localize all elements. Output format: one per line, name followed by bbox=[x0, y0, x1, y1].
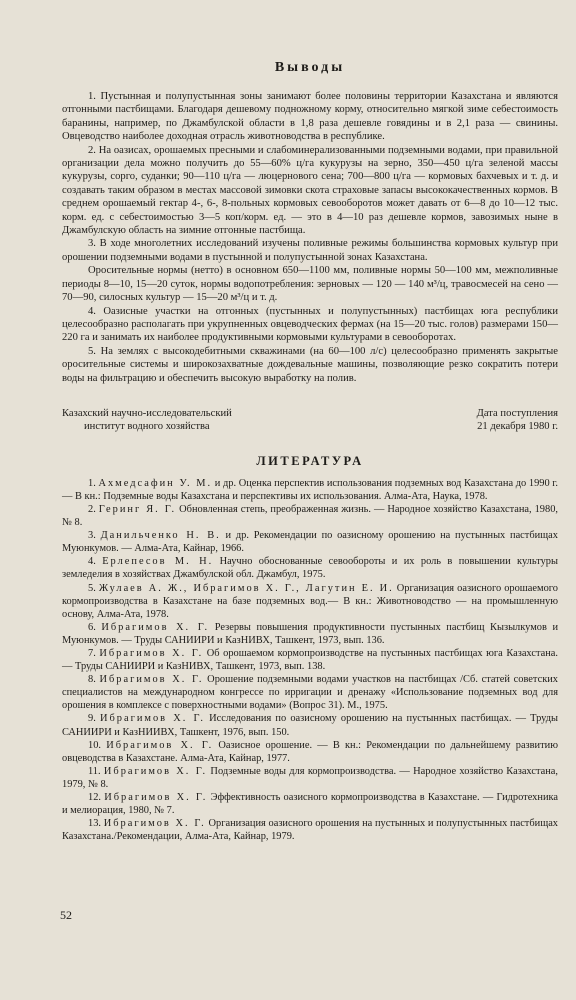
conclusion-paragraph: 4. Оазисные участки на отгонных (пустынных и полупустынных) пастбищах юга республики целесообразно располагать при укрупненных овцеводческих фермах (на 15—20 тыс. голов) размерами 150—220 га и занимать их наиболее продуктивными кормовыми культурами в севооборотах. bbox=[62, 305, 558, 344]
reference-text: Резервы повышения продуктивности пустынных пастбищ Кызылкумов и Муюнкумов. — Труды САНИИРИ и КазНИВХ, Ташкент, 1973, вып. 136. bbox=[62, 621, 558, 646]
reference-item bbox=[62, 817, 558, 843]
conclusions-heading: Выводы bbox=[274, 60, 346, 75]
reference-number: 5. bbox=[88, 582, 96, 594]
reference-author: Ибрагимов Х. Г. bbox=[99, 647, 204, 659]
reference-text: Оазисное орошение. — В кн.: Рекомендации по дальнейшему развитию овцеводства в Казахстане. Алма-Ата, Кайнар, 1977. bbox=[62, 739, 558, 764]
page-number: 52 bbox=[60, 908, 72, 922]
institute-name-line: Казахский научно-исследовательский bbox=[62, 407, 232, 419]
reference-author: Ибрагимов Х. Г. bbox=[106, 739, 214, 751]
reference-author: Ибрагимов Х. Г. bbox=[99, 674, 204, 686]
reference-number: 11. bbox=[88, 765, 101, 777]
reference-item bbox=[62, 477, 558, 503]
conclusion-paragraph: 3. В ходе многолетних исследований изучены поливные режимы большинства кормовых культур при орошении подземными водами в пустынной и полупустынной зонах Казахстана. bbox=[62, 238, 558, 263]
reference-author: Геринг Я. Г. bbox=[98, 503, 177, 515]
reference-number: 7. bbox=[88, 647, 96, 659]
reference-text: Подземные воды для кормопроизводства. — Народное хозяйство Казахстана, 1979, № 8. bbox=[62, 765, 558, 790]
reference-author: Ерлепесов М. Н. bbox=[102, 556, 214, 568]
reference-text: Эффективность оазисного кормопроизводства в Казахстане. — Гидротехника и мелиорация, 1980, № 7. bbox=[62, 792, 559, 817]
reference-item bbox=[62, 673, 558, 712]
reference-item bbox=[62, 503, 558, 529]
conclusion-paragraph: 5. На землях с высокодебитными скважинами (на 60—100 л/с) целесообразно применять закрытые оросительные системы и широкозахватные дождевальные машины, позволяющие резко сократить потери воды на фильтрацию и обеспечить высокую выработку на полив. bbox=[62, 345, 558, 384]
reference-item bbox=[62, 582, 558, 621]
reference-author: Жулаев А. Ж., Ибрагимов Х. Г., Лагутин Е. И. bbox=[98, 582, 394, 594]
reference-number: 8. bbox=[88, 674, 96, 686]
conclusion-paragraph: 1. Пустынная и полупустынная зоны занимают более половины территории Казахстана и являются отгонными пастбищами. Благодаря дешевому подножному корму, относительно мягкой зиме себестоимость баранины, например, по Джамбулской области в 1,8 раза дешевле говядины и в 2,1 раза — свинины. Овцеводство наиболее доходная отрасль животноводства в республике. bbox=[62, 91, 558, 143]
institute-block bbox=[62, 407, 558, 434]
reference-item bbox=[62, 739, 558, 765]
reference-item bbox=[62, 712, 558, 738]
reference-item bbox=[62, 555, 558, 581]
reference-text: и др. Оценка перспектив использования подземных вод Казахстана до 1990 г. — В кн.: Подземные воды Казахстана и перспективы их использования. Алма-Ата, Наука, 1978. bbox=[62, 477, 558, 502]
reference-text: Орошение подземными водами участков на пастбищах /Сб. статей советских специалистов на международном конгрессе по ирригации и дренажу «Использование подземных вод для орошения в комплексе с поверхностными водами» (Вопрос 31). М., 1975. bbox=[62, 674, 558, 712]
received-date bbox=[370, 407, 558, 434]
conclusions-body bbox=[62, 90, 558, 385]
reference-text: Научно обоснованные севообороты и их роль в повышении культуры земледелия в хозяйствах Джамбулской обл. Джамбул, 1975. bbox=[62, 556, 558, 581]
reference-text: Организация оазисного орошаемого кормопроизводства в Казахстане на базе подземных вод.— В кн.: Животноводство — на промышленную основу, Алма-Ата, 1978. bbox=[62, 582, 558, 620]
conclusion-paragraph: 2. На оазисах, орошаемых пресными и слабоминерализованными подземными водами, при правильной организации дела можно получить до 55—60% ц/га кукурузы на зерно, 350—450 ц/га зеленой массы кукурузы, сорго, суданки; 90—110 ц/га — люцернового сена; 700—800 ц/га — кормовых бахчевых и т. д. и создавать таким образом в местах массовой зимовки скота страховые запасы высококачественных кормов. В среднем орошаемый гектар 4-, 6-, 8-польных кормовых севооборотов может давать от 6—8 до 10—12 тыс. корм. ед. с себестоимостью 3—5 коп/корм. ед. — это в 4—10 раз дешевле кормов, завозимых ныне в Джамбулскую область на зимние отгонные пастбища. bbox=[62, 144, 558, 237]
reference-author: Ибрагимов Х. Г. bbox=[104, 792, 208, 803]
reference-number: 3. bbox=[88, 530, 96, 542]
reference-author: Ахмедсафин У. М. bbox=[98, 477, 213, 489]
reference-number: 2. bbox=[88, 503, 96, 515]
conclusion-paragraph: Оросительные нормы (нетто) в основном 650—1100 мм, поливные нормы 50—100 мм, межполивные периоды 8—10, 15—20 суток, нормы водопотребления: зерновых — 120 — 140 м³/ц, травосмесей на сено — 70—90, силосных культур — 15—20 м³/ц и т. д. bbox=[62, 265, 558, 304]
reference-author: Ибрагимов Х. Г. bbox=[99, 713, 205, 725]
reference-number: 12. bbox=[88, 792, 101, 803]
reference-number: 4. bbox=[88, 556, 96, 568]
reference-number: 10. bbox=[88, 739, 101, 751]
reference-number: 9. bbox=[88, 713, 96, 725]
received-date-value: 21 декабря 1980 г. bbox=[477, 421, 558, 433]
institute-name bbox=[62, 407, 360, 434]
reference-author: Данильченко Н. В. bbox=[100, 530, 221, 542]
reference-number: 6. bbox=[88, 621, 96, 633]
received-date-label: Дата поступления bbox=[476, 407, 558, 419]
literature-heading: ЛИТЕРАТУРА bbox=[256, 453, 364, 468]
reference-item bbox=[62, 791, 558, 817]
reference-text: Об орошаемом кормопроизводстве на пустынных пастбищах юга Казахстана. — Труды САНИИРИ и КазНИВХ, Ташкент, 1973, вып. 138. bbox=[62, 647, 558, 673]
reference-text: Обновленная степь, преображенная жизнь. — Народное хозяйство Казахстана, 1980, № 8. bbox=[62, 503, 558, 529]
reference-text: Организация оазисного орошения на пустынных и полупустынных пастбищах Казахстана./Рекомендации, Алма-Ата, Кайнар, 1979. bbox=[62, 818, 558, 843]
reference-item bbox=[62, 647, 558, 673]
reference-number: 1. bbox=[88, 477, 96, 489]
reference-item bbox=[62, 765, 558, 791]
reference-text: и др. Рекомендации по оазисному орошению на пустынных пастбищах Муюнкумов. — Алма-Ата, Кайнар, 1966. bbox=[62, 530, 558, 555]
reference-list bbox=[62, 477, 558, 844]
reference-item bbox=[62, 529, 558, 555]
reference-item bbox=[62, 621, 558, 647]
reference-author: Ибрагимов Х. Г. bbox=[101, 621, 210, 633]
reference-number: 13. bbox=[88, 818, 101, 830]
institute-name-line: институт водного хозяйства bbox=[84, 421, 210, 433]
reference-author: Ибрагимов Х. Г. bbox=[103, 765, 208, 777]
reference-author: Ибрагимов Х. Г. bbox=[103, 818, 206, 830]
reference-text: Исследования по оазисному орошению на пустынных пастбищах. — Труды САНИИРИ и КазНИИВХ, Ташкент, 1976, вып. 150. bbox=[62, 713, 558, 738]
